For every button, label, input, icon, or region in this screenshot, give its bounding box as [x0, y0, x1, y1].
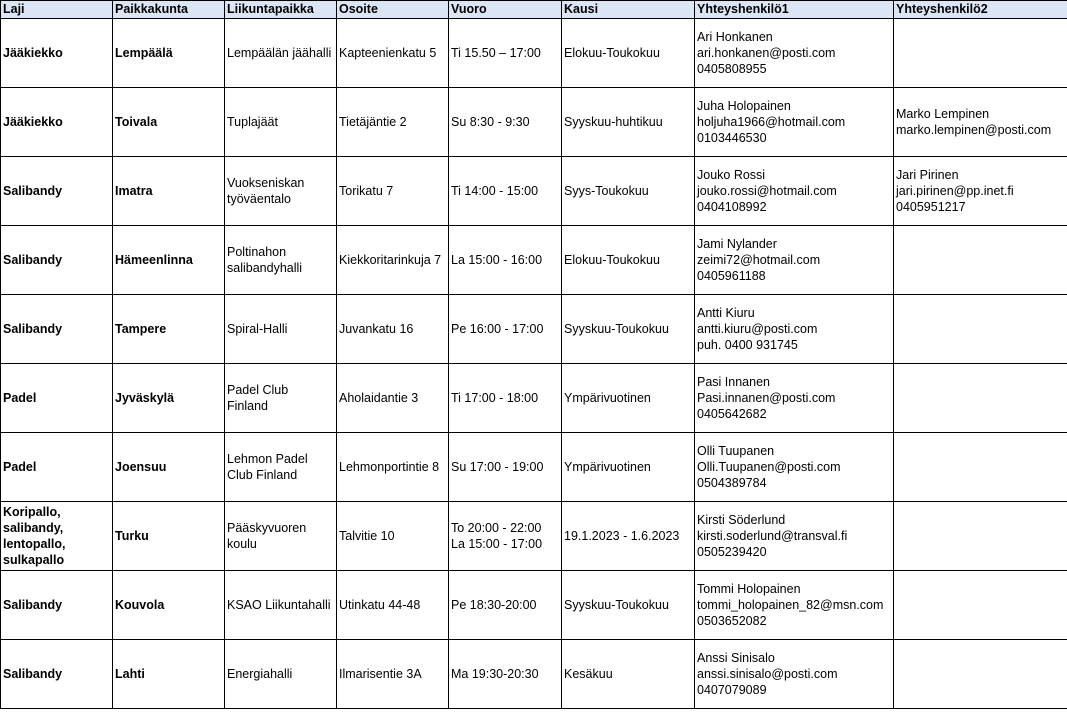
cell-yhteyshenkilo1[interactable]: Ari Honkanen ari.honkanen@posti.com 0405808955 [695, 19, 894, 88]
cell-laji[interactable]: Salibandy [1, 226, 113, 295]
cell-kausi[interactable]: Kesäkuu [562, 640, 695, 709]
cell-kausi[interactable]: Syys-Toukokuu [562, 157, 695, 226]
column-header-osoite[interactable]: Osoite [337, 1, 449, 19]
cell-laji[interactable]: Salibandy [1, 571, 113, 640]
cell-liikuntapaikka[interactable]: Lehmon Padel Club Finland [225, 433, 337, 502]
cell-kausi[interactable]: Syyskuu-Toukokuu [562, 571, 695, 640]
cell-liikuntapaikka[interactable]: Vuokseniskan työväentalo [225, 157, 337, 226]
cell-osoite[interactable]: Utinkatu 44-48 [337, 571, 449, 640]
cell-yhteyshenkilo2[interactable] [894, 19, 1067, 88]
column-header-vuoro[interactable]: Vuoro [449, 1, 562, 19]
cell-kausi[interactable]: Elokuu-Toukokuu [562, 226, 695, 295]
cell-paikkakunta[interactable]: Imatra [113, 157, 225, 226]
table-body [1, 19, 1067, 709]
cell-yhteyshenkilo2[interactable]: Jari Pirinen jari.pirinen@pp.inet.fi 0405951217 [894, 157, 1067, 226]
cell-liikuntapaikka[interactable]: Poltinahon salibandyhalli [225, 226, 337, 295]
cell-liikuntapaikka[interactable]: Spiral-Halli [225, 295, 337, 364]
cell-yhteyshenkilo1[interactable]: Tommi Holopainen tommi_holopainen_82@msn.com 0503652082 [695, 571, 894, 640]
column-header-paikkakunta[interactable]: Paikkakunta [113, 1, 225, 19]
table-row [1, 295, 1067, 364]
cell-kausi[interactable]: Syyskuu-Toukokuu [562, 295, 695, 364]
cell-liikuntapaikka[interactable]: Energiahalli [225, 640, 337, 709]
cell-laji[interactable]: Padel [1, 364, 113, 433]
cell-laji[interactable]: Padel [1, 433, 113, 502]
cell-kausi[interactable]: Syyskuu-huhtikuu [562, 88, 695, 157]
cell-kausi[interactable]: Ympärivuotinen [562, 364, 695, 433]
cell-osoite[interactable]: Torikatu 7 [337, 157, 449, 226]
cell-yhteyshenkilo1[interactable]: Olli Tuupanen Olli.Tuupanen@posti.com 0504389784 [695, 433, 894, 502]
cell-osoite[interactable]: Juvankatu 16 [337, 295, 449, 364]
cell-yhteyshenkilo1[interactable]: Antti Kiuru antti.kiuru@posti.com puh. 0400 931745 [695, 295, 894, 364]
cell-liikuntapaikka[interactable]: Tuplajäät [225, 88, 337, 157]
cell-vuoro[interactable]: Su 8:30 - 9:30 [449, 88, 562, 157]
header-row [1, 1, 1067, 19]
cell-liikuntapaikka[interactable]: Pääskyvuoren koulu [225, 502, 337, 571]
cell-osoite[interactable]: Tietäjäntie 2 [337, 88, 449, 157]
table-row [1, 19, 1067, 88]
cell-laji[interactable]: Jääkiekko [1, 88, 113, 157]
column-header-kausi[interactable]: Kausi [562, 1, 695, 19]
cell-laji[interactable]: Salibandy [1, 295, 113, 364]
table-row [1, 226, 1067, 295]
cell-yhteyshenkilo1[interactable]: Pasi Innanen Pasi.innanen@posti.com 0405642682 [695, 364, 894, 433]
table-row [1, 364, 1067, 433]
cell-vuoro[interactable]: Ti 17:00 - 18:00 [449, 364, 562, 433]
column-header-yhteyshenkilo2[interactable]: Yhteyshenkilö2 [894, 1, 1067, 19]
cell-laji[interactable]: Koripallo, salibandy, lentopallo, sulkapallo [1, 502, 113, 571]
table-row [1, 157, 1067, 226]
cell-yhteyshenkilo1[interactable]: Jouko Rossi jouko.rossi@hotmail.com 0404108992 [695, 157, 894, 226]
cell-paikkakunta[interactable]: Lempäälä [113, 19, 225, 88]
cell-yhteyshenkilo2[interactable] [894, 364, 1067, 433]
cell-vuoro[interactable]: Pe 18:30-20:00 [449, 571, 562, 640]
table-row [1, 640, 1067, 709]
table-row [1, 88, 1067, 157]
cell-kausi[interactable]: Ympärivuotinen [562, 433, 695, 502]
cell-yhteyshenkilo1[interactable]: Kirsti Söderlund kirsti.soderlund@transval.fi 0505239420 [695, 502, 894, 571]
column-header-yhteyshenkilo1[interactable]: Yhteyshenkilö1 [695, 1, 894, 19]
table-row [1, 502, 1067, 571]
cell-paikkakunta[interactable]: Joensuu [113, 433, 225, 502]
cell-yhteyshenkilo2[interactable]: Marko Lempinen marko.lempinen@posti.com [894, 88, 1067, 157]
cell-osoite[interactable]: Talvitie 10 [337, 502, 449, 571]
cell-vuoro[interactable]: Su 17:00 - 19:00 [449, 433, 562, 502]
cell-osoite[interactable]: Lehmonportintie 8 [337, 433, 449, 502]
cell-osoite[interactable]: Kiekkoritarinkuja 7 [337, 226, 449, 295]
cell-yhteyshenkilo1[interactable]: Jami Nylander zeimi72@hotmail.com 0405961188 [695, 226, 894, 295]
column-header-laji[interactable]: Laji [1, 1, 113, 19]
column-header-liikuntapaikka[interactable]: Liikuntapaikka [225, 1, 337, 19]
cell-liikuntapaikka[interactable]: Padel Club Finland [225, 364, 337, 433]
cell-liikuntapaikka[interactable]: Lempäälän jäähalli [225, 19, 337, 88]
cell-yhteyshenkilo2[interactable] [894, 571, 1067, 640]
cell-osoite[interactable]: Ilmarisentie 3A [337, 640, 449, 709]
cell-vuoro[interactable]: Pe 16:00 - 17:00 [449, 295, 562, 364]
cell-vuoro[interactable]: Ti 14:00 - 15:00 [449, 157, 562, 226]
cell-yhteyshenkilo1[interactable]: Anssi Sinisalo anssi.sinisalo@posti.com 0407079089 [695, 640, 894, 709]
cell-paikkakunta[interactable]: Hämeenlinna [113, 226, 225, 295]
cell-laji[interactable]: Salibandy [1, 157, 113, 226]
table-row [1, 571, 1067, 640]
cell-paikkakunta[interactable]: Jyväskylä [113, 364, 225, 433]
cell-osoite[interactable]: Kapteenienkatu 5 [337, 19, 449, 88]
cell-laji[interactable]: Salibandy [1, 640, 113, 709]
cell-yhteyshenkilo2[interactable] [894, 433, 1067, 502]
table-row [1, 433, 1067, 502]
cell-paikkakunta[interactable]: Turku [113, 502, 225, 571]
cell-kausi[interactable]: Elokuu-Toukokuu [562, 19, 695, 88]
cell-laji[interactable]: Jääkiekko [1, 19, 113, 88]
cell-vuoro[interactable]: Ma 19:30-20:30 [449, 640, 562, 709]
cell-paikkakunta[interactable]: Tampere [113, 295, 225, 364]
cell-osoite[interactable]: Aholaidantie 3 [337, 364, 449, 433]
cell-paikkakunta[interactable]: Kouvola [113, 571, 225, 640]
cell-liikuntapaikka[interactable]: KSAO Liikuntahalli [225, 571, 337, 640]
cell-vuoro[interactable]: Ti 15.50 – 17:00 [449, 19, 562, 88]
cell-paikkakunta[interactable]: Toivala [113, 88, 225, 157]
cell-yhteyshenkilo2[interactable] [894, 502, 1067, 571]
cell-yhteyshenkilo2[interactable] [894, 295, 1067, 364]
cell-yhteyshenkilo1[interactable]: Juha Holopainen holjuha1966@hotmail.com 0103446530 [695, 88, 894, 157]
cell-yhteyshenkilo2[interactable] [894, 226, 1067, 295]
cell-vuoro[interactable]: To 20:00 - 22:00 La 15:00 - 17:00 [449, 502, 562, 571]
cell-yhteyshenkilo2[interactable] [894, 640, 1067, 709]
cell-vuoro[interactable]: La 15:00 - 16:00 [449, 226, 562, 295]
cell-paikkakunta[interactable]: Lahti [113, 640, 225, 709]
cell-kausi[interactable]: 19.1.2023 - 1.6.2023 [562, 502, 695, 571]
